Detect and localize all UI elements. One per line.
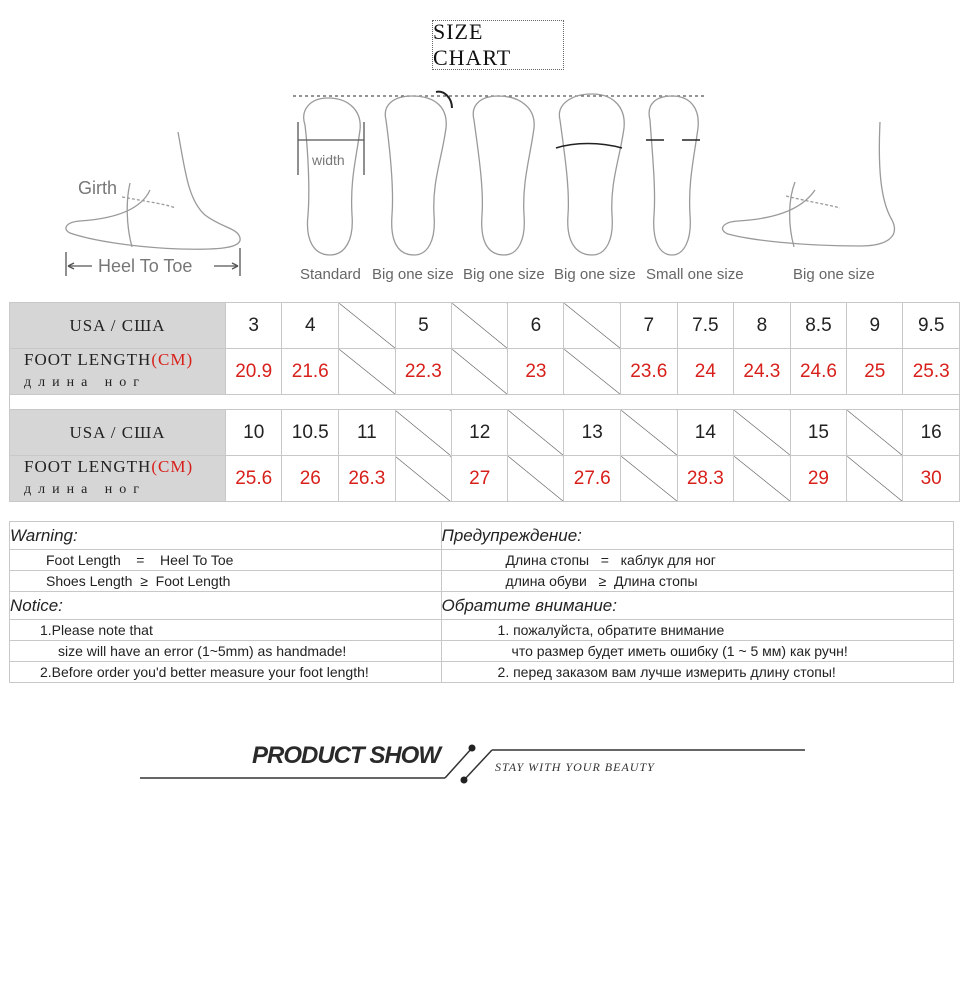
foot-length-cell: 22.3: [395, 349, 452, 395]
foot-length-cell: 29: [790, 456, 847, 502]
usa-size-cell: 8: [734, 303, 791, 349]
warning-term: длина обуви: [505, 573, 587, 589]
foot-length-unit: (CM): [151, 457, 194, 476]
notice-line-1-en: 1.Please note that: [10, 620, 442, 641]
foot-length-cell: 25.3: [903, 349, 960, 395]
foot-length-cell: 24.3: [734, 349, 791, 395]
notice-heading-ru: Обратите внимание:: [441, 592, 953, 620]
usa-size-cell: 14: [677, 410, 734, 456]
usa-size-cell: 3: [225, 303, 282, 349]
empty-cell: [621, 410, 678, 456]
notice-line-3-ru: 2. перед заказом вам лучше измерить длину стопы!: [441, 662, 953, 683]
foot-length-cell: 24: [677, 349, 734, 395]
spacer-row: [10, 395, 960, 410]
foot-length-cell: 21.6: [282, 349, 339, 395]
usa-size-cell: 7: [621, 303, 678, 349]
usa-size-row: [10, 410, 960, 456]
size-chart-title: SIZE CHART: [432, 20, 564, 70]
foot-length-cell: 25.6: [225, 456, 282, 502]
empty-cell: [734, 410, 791, 456]
empty-cell: [621, 456, 678, 502]
notice-line-2-ru: что размер будет иметь ошибку (1 ~ 5 мм) как ручн!: [441, 641, 953, 662]
product-show-title: PRODUCT SHOW: [252, 742, 440, 769]
equals-symbol: =: [136, 552, 145, 568]
notes-table: [9, 521, 954, 683]
usa-size-cell: 7.5: [677, 303, 734, 349]
foot-length-cell: 25: [847, 349, 903, 395]
empty-cell: [734, 456, 791, 502]
foot-length-row: [10, 349, 960, 395]
usa-size-cell: 11: [339, 410, 396, 456]
warning-line-2-en: [10, 571, 442, 592]
foot-length-label-ru: длина ног: [24, 375, 147, 390]
heel-to-toe-label: Heel To Toe: [98, 256, 193, 276]
warning-term: Длина стопы: [505, 552, 590, 568]
foot-length-cell: 27.6: [564, 456, 621, 502]
foot-length-cell: 27: [452, 456, 508, 502]
foot-length-label-en: FOOT LENGTH: [24, 457, 152, 476]
foot-length-cell: 23: [508, 349, 564, 395]
usa-size-cell: 16: [903, 410, 960, 456]
notice-line-2-en: size will have an error (1~5mm) as handmade!: [10, 641, 442, 662]
foot-length-cell: 26.3: [339, 456, 396, 502]
empty-cell: [564, 349, 621, 395]
usa-size-cell: 15: [790, 410, 847, 456]
empty-cell: [395, 410, 452, 456]
caption-big-one-size-1: Big one size: [372, 266, 454, 283]
foot-length-cell: 20.9: [225, 349, 282, 395]
empty-cell: [395, 456, 452, 502]
warning-term: Foot Length: [46, 552, 121, 568]
warning-line-2-ru: [441, 571, 953, 592]
foot-length-cell: 30: [903, 456, 960, 502]
usa-size-row: [10, 303, 960, 349]
usa-size-cell: 9: [847, 303, 903, 349]
caption-big-one-size-3: Big one size: [554, 266, 636, 283]
product-tagline: STAY WITH YOUR BEAUTY: [495, 760, 655, 774]
caption-big-one-size-2: Big one size: [463, 266, 545, 283]
usa-size-cell: 5: [395, 303, 452, 349]
usa-size-cell: 12: [452, 410, 508, 456]
size-table: [9, 302, 960, 502]
caption-standard: Standard: [300, 266, 361, 283]
empty-cell: [452, 349, 508, 395]
usa-size-cell: 13: [564, 410, 621, 456]
empty-cell: [339, 349, 396, 395]
usa-size-cell: 8.5: [790, 303, 847, 349]
equals-symbol: =: [600, 552, 609, 568]
empty-cell: [452, 303, 508, 349]
usa-label: USA / США: [10, 410, 226, 456]
foot-length-label: [10, 456, 226, 502]
empty-cell: [339, 303, 396, 349]
usa-size-cell: 10.5: [282, 410, 339, 456]
foot-length-cell: 26: [282, 456, 339, 502]
warning-heading-ru: Предупреждение:: [441, 522, 953, 550]
usa-size-cell: 4: [282, 303, 339, 349]
greater-equal-symbol: ≥: [140, 573, 148, 589]
empty-cell: [847, 456, 903, 502]
greater-equal-symbol: ≥: [598, 573, 607, 589]
foot-length-cell: 23.6: [621, 349, 678, 395]
foot-length-row: [10, 456, 960, 502]
product-show-banner: [0, 730, 960, 800]
usa-size-cell: 10: [225, 410, 282, 456]
warning-term: Foot Length: [155, 573, 231, 589]
warning-line-1-ru: [441, 550, 953, 571]
warning-term: каблук для ног: [620, 552, 716, 568]
warning-term: Heel To Toe: [160, 552, 234, 568]
notice-line-3-en: 2.Before order you'd better measure your foot length!: [10, 662, 442, 683]
width-label: width: [312, 152, 345, 168]
foot-length-cell: 24.6: [790, 349, 847, 395]
foot-length-label-en: FOOT LENGTH: [24, 350, 152, 369]
caption-big-one-size-4: Big one size: [793, 266, 875, 283]
warning-line-1-en: [10, 550, 442, 571]
warning-heading-en: Warning:: [10, 522, 442, 550]
warning-term: Shoes Length: [46, 573, 133, 589]
caption-small-one-size: Small one size: [646, 266, 744, 283]
empty-cell: [508, 456, 564, 502]
warning-term: Длина стопы: [614, 573, 698, 589]
empty-cell: [847, 410, 903, 456]
foot-diagram: [0, 78, 960, 298]
girth-label: Girth: [78, 178, 118, 198]
usa-label: USA / США: [10, 303, 226, 349]
usa-size-cell: 6: [508, 303, 564, 349]
empty-cell: [508, 410, 564, 456]
usa-size-cell: 9.5: [903, 303, 960, 349]
foot-length-cell: 28.3: [677, 456, 734, 502]
foot-length-unit: (CM): [151, 350, 194, 369]
banner-lines: [0, 730, 960, 800]
foot-length-label-ru: длина ног: [24, 482, 147, 497]
notice-heading-en: Notice:: [10, 592, 442, 620]
notice-line-1-ru: 1. пожалуйста, обратите внимание: [441, 620, 953, 641]
empty-cell: [564, 303, 621, 349]
foot-length-label: [10, 349, 226, 395]
